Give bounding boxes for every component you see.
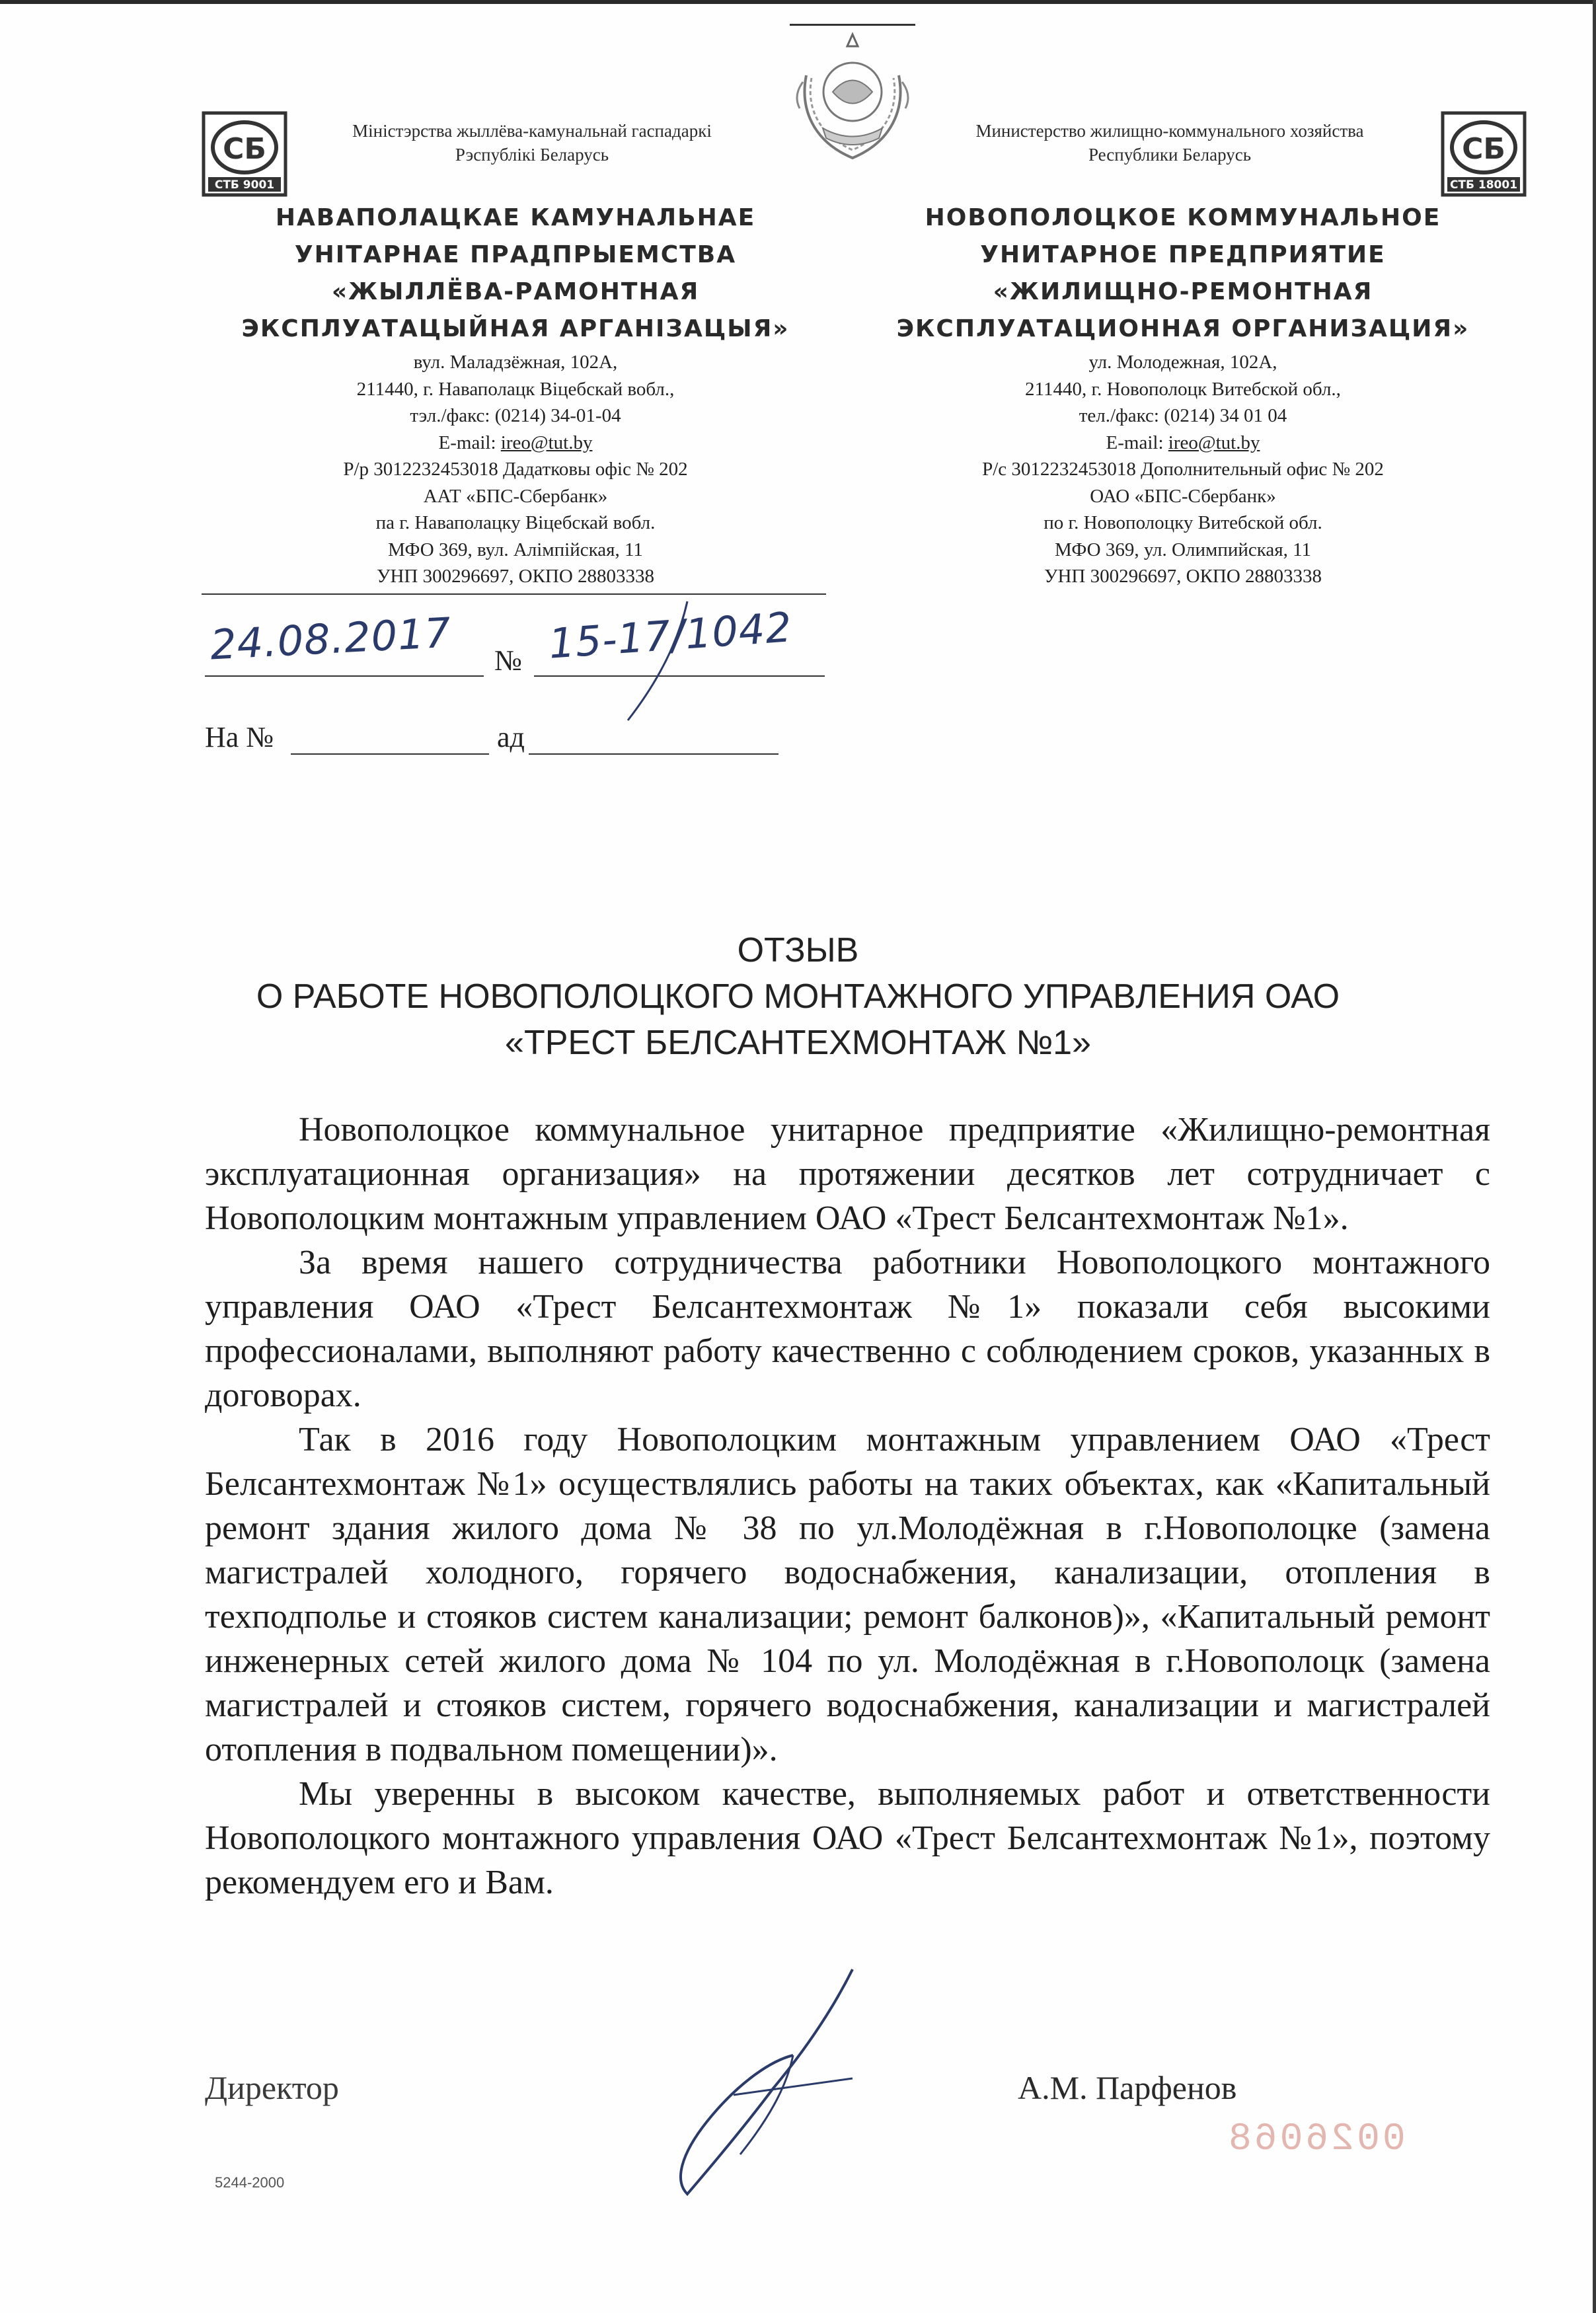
body-paragraph: Мы уверенны в высоком качестве, выполняемых работ и ответственности Новополоцкого монтажного управления ОАО «Трест Белсантехмонтаж №1», поэтому рекомендуем его и Вам. [205, 1775, 1490, 1901]
scan-top-edge [0, 0, 1596, 4]
state-emblem-icon [786, 29, 919, 165]
ministry-name-ru [912, 119, 1427, 167]
logo-right-text: СТБ 18001 [1449, 178, 1518, 192]
stb-certification-logo-icon [202, 111, 287, 197]
document-title [0, 927, 1596, 1066]
address-line: вул. Маладзёжная, 102А, [413, 352, 618, 373]
bank-city-line: по г. Новополоцку Витебской обл. [1044, 512, 1322, 533]
emblem-rule [790, 24, 915, 26]
letter-body [205, 1108, 1490, 1905]
org-name-line: ЭКСПЛУАТАЦЫЙНАЯ АРГАНІЗАЦЫЯ» [241, 315, 790, 342]
city-line: 211440, г. Наваполацк Віцебскай вобл., [356, 378, 675, 400]
title-line: ОТЗЫВ [737, 931, 859, 969]
org-name-line: НОВОПОЛОЦКОЕ КОММУНАЛЬНОЕ [925, 204, 1441, 231]
address-line: ул. Молодежная, 102А, [1088, 352, 1277, 373]
number-label: № [494, 644, 522, 677]
handwriting-stroke [621, 595, 701, 727]
reply-from-underline [529, 753, 779, 755]
mfo-line: МФО 369, ул. Олимпийская, 11 [1054, 539, 1312, 560]
email-label: E-mail: [438, 432, 501, 453]
ministry-line: Міністэрства жыллёва-камунальнай гаспадаркі [352, 121, 712, 141]
svg-text:СБ: СБ [1462, 132, 1505, 166]
signatory-name: А.М. Парфенов [1018, 2069, 1237, 2106]
org-name-line: ЭКСПЛУАТАЦИОННАЯ ОРГАНИЗАЦИЯ» [896, 315, 1470, 342]
bank-line: ААТ «БПС-Сбербанк» [423, 485, 608, 507]
bank-line: ОАО «БПС-Сбербанк» [1090, 485, 1276, 507]
body-paragraph: Новополоцкое коммунальное унитарное предприятие «Жилищно-ремонтная эксплуатационная организация» на протяжении десятков лет сотрудничает с Новополоцким монтажным управлением ОАО «Трест Белсантехмонтаж №1». [205, 1111, 1490, 1237]
org-name-line: НАВАПОЛАЦКАЕ КАМУНАЛЬНАЕ [275, 204, 756, 231]
org-name-line: УНІТАРНАЕ ПРАДПРЫЕМСТВА [294, 241, 737, 268]
email-link[interactable]: ireo@tut.by [1168, 432, 1260, 453]
bank-city-line: па г. Наваполацку Віцебскай вобл. [375, 512, 656, 533]
title-line: О РАБОТЕ НОВОПОЛОЦКОГО МОНТАЖНОГО УПРАВЛЕНИЯ ОАО [256, 977, 1340, 1016]
handwritten-date: 24.08.2017 [209, 608, 453, 669]
requisites-ru [853, 349, 1513, 590]
stb-certification-logo-icon [1441, 111, 1527, 197]
handwritten-signature [634, 1956, 886, 2207]
email-label: E-mail: [1106, 432, 1168, 453]
email-line [853, 430, 1513, 457]
ministry-line: Республики Беларусь [1088, 145, 1252, 165]
org-name-by [198, 200, 833, 348]
email-link[interactable]: ireo@tut.by [500, 432, 593, 453]
logo-left-text: СТБ 9001 [214, 178, 275, 192]
account-line: Р/с 3012232453018 Дополнительный офис № 202 [982, 459, 1384, 480]
email-line [198, 430, 833, 457]
org-name-line: УНИТАРНОЕ ПРЕДПРИЯТИЕ [980, 241, 1386, 268]
body-paragraph: Так в 2016 году Новополоцким монтажным управлением ОАО «Трест Белсантехмонтаж №1» осуществлялись работы на таких объектах, как «Капитальный ремонт здания жилого дома № 38 по ул.Молодёжная в г.Новополоцке (замена магистралей холодного, горячего водоснабжения, канализации, отопления в техподполье и стояков систем канализации; ремонт балконов)», «Капитальный ремонт инженерных сетей жилого дома № 104 по ул. Молодёжная в г.Новополоцк (замена магистралей и стояков систем, горячего водоснабжения, канализации и магистралей отопления в подвальном помещении)». [205, 1421, 1490, 1768]
form-code: 5244-2000 [215, 2174, 285, 2191]
ministry-line: Рэспублікі Беларусь [455, 145, 609, 165]
requisites-by [198, 349, 833, 590]
mfo-line: МФО 369, вул. Алімпійская, 11 [388, 539, 643, 560]
serial-number-bleed: 0026068 [1226, 2118, 1406, 2161]
handwritten-number: 15-17/1042 [547, 603, 794, 668]
ministry-name-by [294, 119, 770, 167]
reply-underline [291, 753, 489, 755]
org-name-line: «ЖЫЛЛЁВА-РАМОНТНАЯ [331, 278, 700, 305]
city-line: 211440, г. Новополоцк Витебской обл., [1025, 378, 1341, 400]
unp-line: УНП 300296697, ОКПО 28803338 [376, 566, 655, 587]
reply-label: На № [205, 721, 274, 753]
unp-line: УНП 300296697, ОКПО 28803338 [1044, 566, 1322, 587]
header-divider [202, 593, 826, 595]
ministry-line: Министерство жилищно-коммунального хозяйства [975, 121, 1364, 141]
reply-from-label: ад [497, 721, 525, 753]
signatory-role: Директор [205, 2069, 339, 2106]
org-name-ru [853, 200, 1513, 348]
svg-text:СБ: СБ [223, 132, 266, 166]
org-name-line: «ЖИЛИЩНО-РЕМОНТНАЯ [993, 278, 1373, 305]
title-line: «ТРЕСТ БЕЛСАНТЕХМОНТАЖ №1» [505, 1024, 1091, 1062]
scan-right-edge [1593, 0, 1596, 2313]
body-paragraph: За время нашего сотрудничества работники Новополоцкого монтажного управления ОАО «Трест Белсантехмонтаж №1» показали себя высокими профессионалами, выполняют работу качественно с соблюдением сроков, указанных в договорах. [205, 1244, 1490, 1414]
account-line: Р/р 3012232453018 Дадатковы офіс № 202 [343, 459, 688, 480]
date-underline [205, 675, 484, 677]
phone-line: тэл./факс: (0214) 34-01-04 [410, 405, 621, 426]
phone-line: тел./факс: (0214) 34 01 04 [1079, 405, 1287, 426]
